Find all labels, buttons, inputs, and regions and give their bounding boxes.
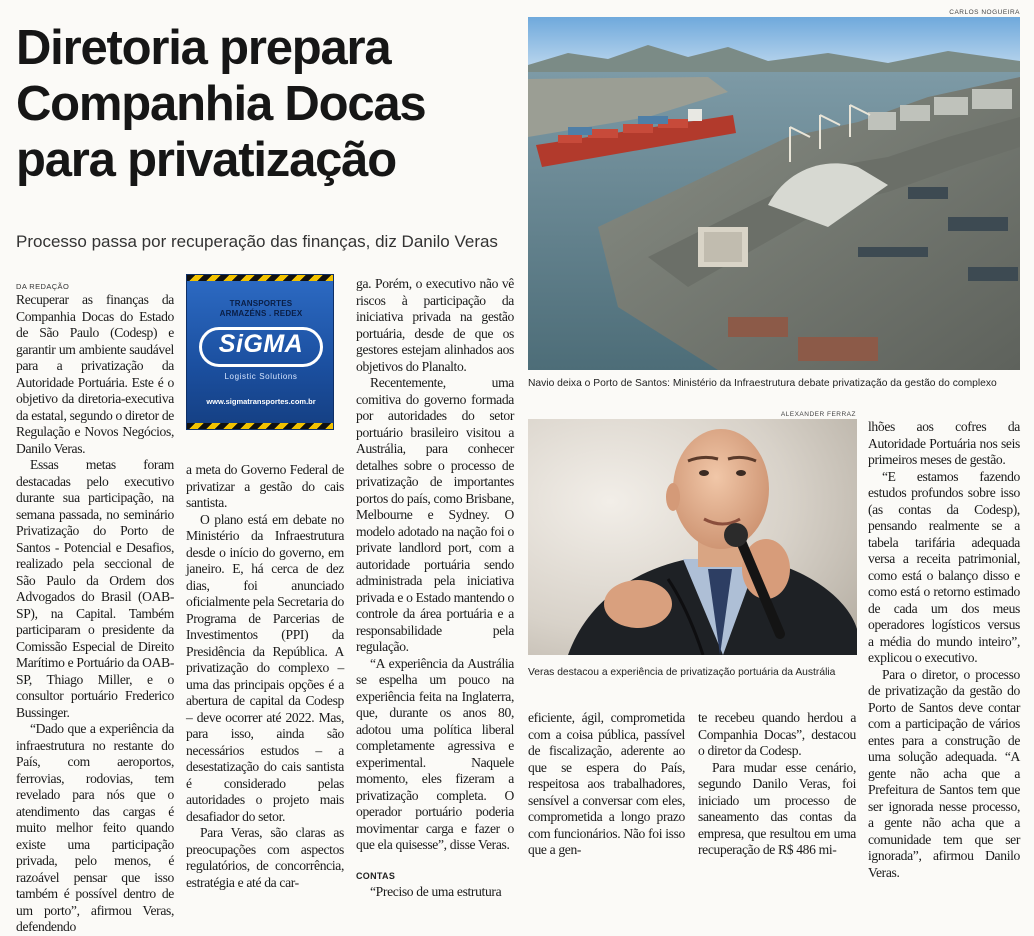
photo2-caption: Veras destacou a experiência de privatização portuária da Austrália (528, 667, 836, 678)
speaker-photo-image (528, 419, 857, 655)
speaker-photo (528, 419, 857, 655)
column-6 (868, 419, 1020, 881)
paragraph: Recuperar as finanças da Companhia Docas do Estado de São Paulo (Codesp) e garantir um ambiente saudável para a privatização da Autoridade Portuária. Este é o objetivo da diretoria-executiva da estatal, segundo o diretor de Regulação e Novos Negócios, Danilo Veras. (16, 292, 174, 456)
paragraph: ga. Porém, o executivo não vê riscos à participação da iniciativa privada na gestão portuária, desde de que os gestores estejam alinhados aos objetivos do Planalto. (356, 276, 514, 374)
column-5 (698, 710, 856, 859)
paragraph: “A experiência da Austrália se espelha um pouco na experiência feita na Inglaterra, que, durante os anos 80, adotou uma política liberal completamente agressiva e experimental. Naquele momento, eles fizeram a privatização completa. O operador portuário poderia movimentar carga e fazer o que ela quisesse”, disse Veras. (356, 655, 514, 852)
column-2 (186, 462, 344, 891)
paragraph: te recebeu quando herdou a Companhia Docas”, destacou o diretor da Codesp. (698, 710, 856, 758)
paragraph: Recentemente, uma comitiva do governo formada por autoridades do setor portuário brasileiro visitou a Austrália, para conhecer detalhes sobre o processo de privatização de importantes portos do país, como Brisbane, Melbourne e Sydney. O modelo adotado na nação foi o private landlord port, com a autoridade portuária sendo administrada pela iniciativa privada e o Estado mantendo o controle da área portuária e a responsabilidade pela regulação. (356, 375, 514, 654)
ad-services-line: ARMAZÉNS . REDEX (219, 309, 303, 318)
ad-services (187, 299, 334, 319)
photo1-caption: Navio deixa o Porto de Santos: Ministério da Infraestrutura debate privatização da gestão do complexo (528, 378, 997, 389)
subheadline: Processo passa por recuperação das finanças, diz Danilo Veras (16, 232, 498, 251)
headline-line: para privatização (16, 133, 396, 187)
photo2-credit: ALEXANDER FERRAZ (780, 411, 856, 418)
paragraph: “Dado que a experiência da infraestrutura no restante do País, com aeroportos, ferrovias, rodovias, tem revelado para nós que o atendimento das cargas é muito melhor feito quando existe uma participação privada, pelo menos, é razoável pensar que isso também é possível dentro de um porto”, afirmou Veras, defendendo (16, 721, 174, 934)
ad-tagline: Logistic Solutions (224, 372, 298, 381)
photo1-credit: CARLOS NOGUEIRA (949, 9, 1020, 16)
paragraph: Essas metas foram destacadas pelo executivo durante sua participação, na semana passada, no seminário Privatização do Porto de Santos - Potencial e Desafios, realizado pela seccional de São Paulo da Ordem dos Advogados do Brasil (OAB-SP), na Capital. Também participaram o presidente da Comissão Especial de Direito Marítimo e Portuário da OAB-SP, Thiago Miller, e o consultor portuário Frederico Bussinger. (16, 457, 174, 720)
column-4 (528, 710, 685, 859)
paragraph: “E estamos fazendo estudos profundos sobre isso (as contas da Codesp), pensando realmente se a tabela tarifária adequada versa a receita patrimonial, como está o balanço disso e como está o retorno estimado de cada um dos meus operadores logísticos versus a média do mundo inteiro”, explicou o executivo. (868, 468, 1020, 665)
ad-brand: SiGMA (218, 330, 304, 358)
paragraph: Para mudar esse cenário, segundo Danilo Veras, foi iniciado um processo de saneamento das contas da empresa, que resultou em uma recuperação de R$ 486 mi- (698, 759, 856, 857)
column-3 (356, 276, 514, 901)
port-photo-image (528, 17, 1020, 370)
headline-line: Companhia Docas (16, 77, 426, 131)
sigma-ad[interactable] (186, 274, 334, 430)
paragraph: Para o diretor, o processo de privatização da gestão do Porto de Santos deve contar com a participação de vários entes para a construção de uma solução adequada. “A gente não acha que a Prefeitura de Santos tem que ser ignorada nesse processo, a gente não acha que a comunidade tem que ser ignorada”, afirmou Danilo Veras. (868, 666, 1020, 880)
paragraph: O plano está em debate no Ministério da Infraestrutura desde o início do governo, em janeiro. E, há cerca de dez dias, foi anunciado oficialmente pela Secretaria do Programa de Parcerias de Investimentos (PPI) da Presidência da República. A privatização do complexo – uma das principais opções é a abertura de capital da Codesp – deve ocorrer até 2022. Mas, para isso, ainda são necessários estudos – a desestatização do cais santista é considerado pelas autoridades o projeto mais desafiador do setor. (186, 511, 344, 824)
ad-url[interactable]: www.sigmatransportes.com.br (206, 397, 316, 406)
section-subhead: CONTAS (356, 870, 396, 881)
port-photo (528, 17, 1020, 370)
byline: DA REDAÇÃO (16, 282, 70, 291)
headline (16, 20, 516, 188)
paragraph: “Preciso de uma estrutura (370, 884, 502, 899)
paragraph: eficiente, ágil, comprometida com a coisa pública, passível de fiscalização, aderente ao que se espera do País, respeitosa aos trabalhadores, sensível a conversar com eles, comprometida a longo prazo com funcionários. Não foi isso que a gen- (528, 710, 685, 857)
ad-stripe (187, 423, 334, 429)
paragraph: lhões aos cofres da Autoridade Portuária nos seis primeiros meses de gestão. (868, 419, 1020, 467)
ad-services-line: TRANSPORTES (229, 299, 293, 308)
column-1 (16, 292, 174, 936)
headline-line: Diretoria prepara (16, 21, 391, 75)
paragraph: a meta do Governo Federal de privatizar a gestão do cais santista. (186, 462, 344, 510)
ad-stripe (187, 275, 334, 281)
paragraph: Para Veras, são claras as preocupações com aspectos regulatórios, de concorrência, estratégia e até da car- (186, 825, 344, 890)
